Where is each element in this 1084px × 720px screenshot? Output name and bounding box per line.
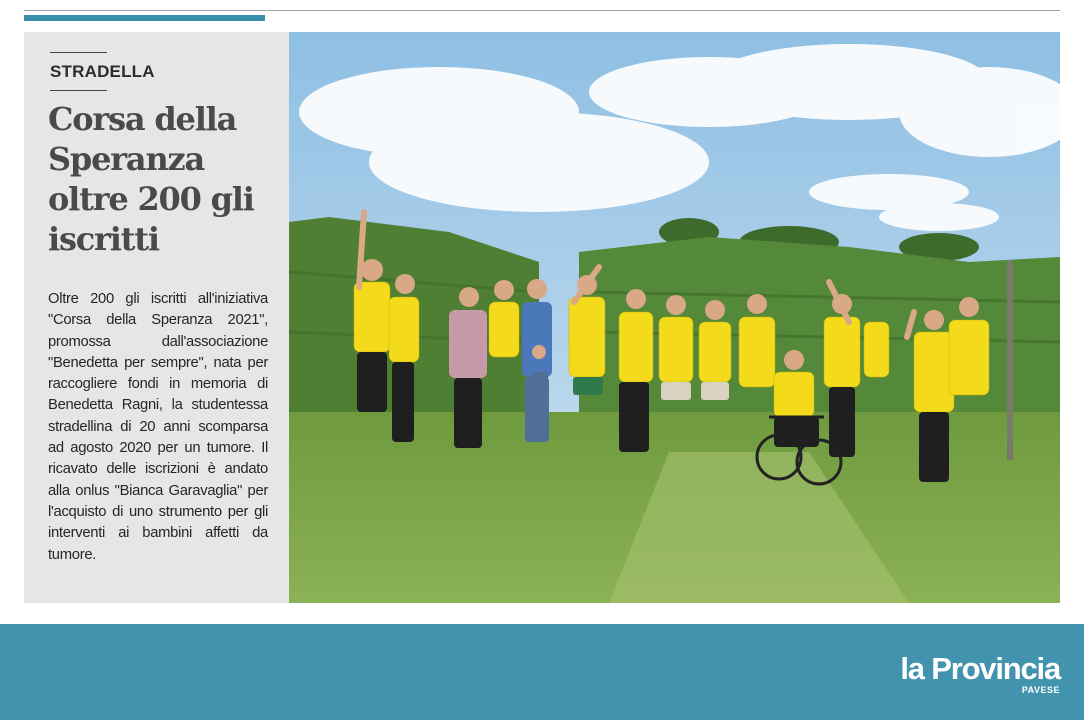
photo-illustration: [289, 32, 1060, 603]
top-rule: [24, 10, 1060, 11]
logo-sub-text: PAVESE: [1021, 685, 1060, 695]
article-kicker: STRADELLA: [50, 62, 155, 81]
section-accent-bar: [24, 15, 265, 21]
kicker-rule-top: [50, 52, 107, 53]
logo-main-text: la Provincia: [900, 651, 1060, 686]
kicker-rule-bottom: [50, 90, 107, 91]
newspaper-logo: [860, 651, 1060, 703]
article-sidebar: [24, 32, 289, 603]
article-photo: [289, 32, 1060, 603]
article-headline: Corsa della Speranza oltre 200 gli iscritti: [48, 100, 254, 258]
footer-band: [0, 624, 1084, 720]
article-body: Oltre 200 gli iscritti all'iniziativa "Corsa della Speranza 2021", promossa dall'associazione "Benedetta per sempre", nata per raccogliere fondi in memoria di Benedetta Ragni, la studentessa stradellina di 20 anni scomparsa ad agosto 2020 per un tumore. Il ricavato delle iscrizioni è andato alla onlus "Bianca Garavaglia" per l'acquisto di uno strumento per gli interventi ai bambini affetti da tumore.: [48, 291, 268, 563]
